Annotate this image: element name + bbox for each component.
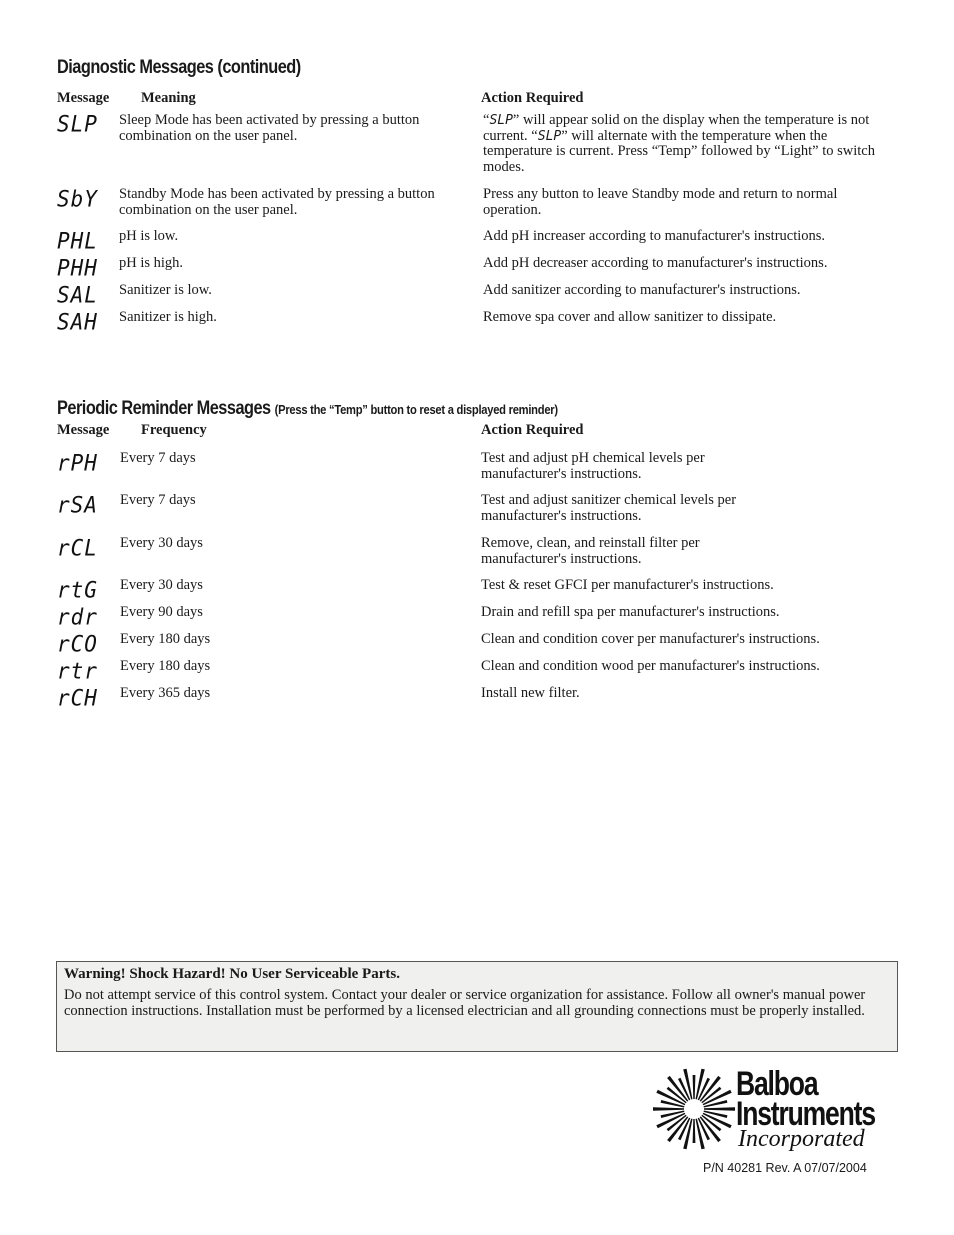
sunburst-ray [693, 1119, 696, 1143]
reminder-action: Test and adjust sanitizer chemical levels per manufacturer's instructions. [481, 492, 737, 524]
diag-meaning: Sanitizer is low. [119, 282, 212, 298]
reminder-code: rPH [57, 450, 98, 476]
reminder-code: rCH [57, 685, 98, 711]
reminder-frequency: Every 180 days [120, 631, 211, 647]
diag-code: SAL [57, 282, 98, 308]
per-col-message: Message [57, 422, 110, 438]
diag-code: SAH [57, 309, 98, 335]
sunburst-ray [704, 1107, 735, 1110]
sunburst-ray [693, 1075, 696, 1099]
diag-col-meaning: Meaning [141, 90, 196, 106]
diag-meaning: Sleep Mode has been activated by pressing a button combination on the user panel. [119, 112, 420, 144]
reminder-frequency: Every 180 days [120, 658, 211, 674]
diag-action: Add sanitizer according to manufacturer's instructions. [483, 282, 801, 298]
logo-line3: Incorporated [738, 1126, 865, 1152]
sunburst-ray [661, 1100, 685, 1108]
diag-code: PHL [57, 228, 98, 254]
reminder-code: rCL [57, 535, 98, 561]
warning-body: Do not attempt service of this control system. Contact your dealer or service organization for assistance. Follow all owner's manual power connection instructions. Installation must be performed by a licensed electrician and all grounding connections must be properly installed. [64, 987, 866, 1019]
diag-meaning: pH is low. [119, 228, 179, 244]
reminder-code: rSA [57, 492, 98, 518]
reminder-code: rtG [57, 577, 98, 603]
reminder-action: Clean and condition cover per manufacturer's instructions. [481, 631, 820, 647]
balboa-logo [652, 1067, 902, 1155]
diag-code: SLP [57, 111, 98, 137]
reminder-action: Drain and refill spa per manufacturer's instructions. [481, 604, 780, 620]
reminder-code: rCO [57, 631, 98, 657]
diag-col-message: Message [57, 90, 110, 106]
reminder-frequency: Every 30 days [120, 535, 203, 551]
diag-action: Press any button to leave Standby mode and return to normal operation. [483, 186, 838, 218]
reminder-frequency: Every 365 days [120, 685, 211, 701]
reminder-frequency: Every 7 days [120, 450, 196, 466]
diag-action: Add pH increaser according to manufacturer's instructions. [483, 228, 826, 244]
warning-box [56, 961, 898, 1052]
reminder-action: Install new filter. [481, 685, 580, 701]
diag-code: PHH [57, 255, 98, 281]
reminder-frequency: Every 30 days [120, 577, 203, 593]
reminder-frequency: Every 7 days [120, 492, 196, 508]
diag-action-slp: “SLP” will appear solid on the display when the temperature is not current. “SLP” will alternate with the temperature when the temperature is current. Press “Temp” followed by “Light” to switch modes. [483, 112, 875, 175]
per-col-frequency: Frequency [141, 422, 207, 438]
reminder-action: Test & reset GFCI per manufacturer's instructions. [481, 577, 774, 593]
periodic-subtitle: (Press the “Temp” button to reset a displayed reminder) [274, 402, 558, 417]
diag-col-action: Action Required [481, 90, 584, 106]
logo-line1: Balboa [736, 1065, 818, 1103]
diag-meaning: pH is high. [119, 255, 184, 271]
diagnostic-title: Diagnostic Messages (continued) [57, 57, 301, 78]
inline-code: SLP [537, 128, 562, 144]
sunburst-ray [653, 1107, 684, 1110]
sunburst-icon [652, 1067, 736, 1151]
diag-meaning: Sanitizer is high. [119, 309, 217, 325]
inline-code: SLP [489, 113, 513, 128]
diag-code: SbY [57, 186, 98, 212]
sunburst-ray [661, 1111, 685, 1119]
sunburst-ray [704, 1111, 728, 1119]
warning-title: Warning! Shock Hazard! No User Serviceable Parts. [64, 966, 400, 982]
reminder-code: rdr [57, 604, 98, 630]
reminder-action: Remove, clean, and reinstall filter per manufacturer's instructions. [481, 535, 700, 567]
diag-action: Add pH decreaser according to manufacturer's instructions. [483, 255, 828, 271]
reminder-action: Test and adjust pH chemical levels per manufacturer's instructions. [481, 450, 705, 482]
reminder-code: rtr [57, 658, 98, 684]
periodic-title: Periodic Reminder Messages (Press the “Temp” button to reset a displayed reminder) [57, 398, 558, 419]
logo-line2: Instruments [736, 1095, 875, 1133]
diag-meaning: Standby Mode has been activated by pressing a button combination on the user panel. [119, 186, 435, 218]
reminder-frequency: Every 90 days [120, 604, 203, 620]
per-col-action: Action Required [481, 422, 584, 438]
part-number: P/N 40281 Rev. A 07/07/2004 [703, 1161, 867, 1175]
diag-action: Remove spa cover and allow sanitizer to dissipate. [483, 309, 777, 325]
sunburst-ray [704, 1100, 728, 1108]
reminder-action: Clean and condition wood per manufacturer's instructions. [481, 658, 820, 674]
